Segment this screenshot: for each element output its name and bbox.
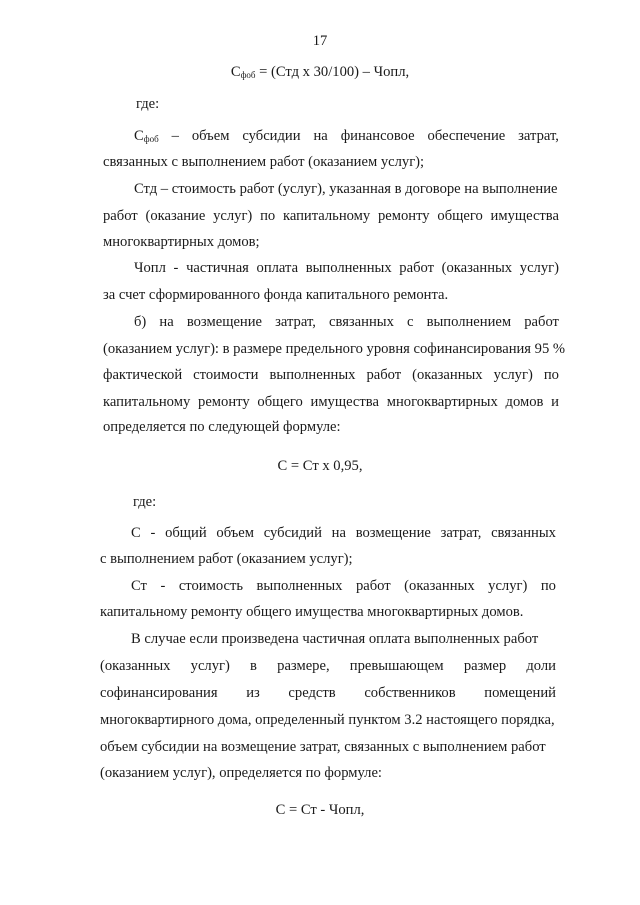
para-b-line-2: (оказанием услуг): в размере предельного уровня софинансирования 95 % (103, 341, 566, 357)
def-c-line-1: С - общий объем субсидий на возмещение затрат, связанных (131, 525, 556, 541)
def-chopl-line-2: за счет сформированного фонда капитального ремонта. (103, 287, 449, 303)
para-case-line-3: софинансирования из средств собственников помещений (100, 685, 556, 701)
def-st-line-2: капитальному ремонту общего имущества многоквартирных домов. (100, 604, 524, 620)
where-label-1: где: (136, 96, 160, 112)
para-case-line-1: В случае если произведена частичная оплата выполненных работ (131, 631, 539, 647)
where-label-2: где: (133, 494, 157, 510)
para-case-line-4: многоквартирного дома, определенный пунктом 3.2 настоящего порядка, (100, 712, 555, 728)
para-b-line-4: капитальному ремонту общего имущества многоквартирных домов и (103, 394, 559, 410)
para-case-line-6: (оказанием услуг), определяется по формуле: (100, 765, 382, 781)
formula-sfob-lhs: С (230, 64, 241, 80)
para-b-line-1: б) на возмещение затрат, связанных с выполнением работ (134, 314, 559, 330)
formula-sfob-rhs: = (Стд х 30/100) – Чопл, (255, 64, 410, 80)
para-b-line-5: определяется по следующей формуле: (103, 419, 341, 435)
para-b-line-3: фактической стоимости выполненных работ (оказанных услуг) по (103, 367, 559, 383)
def-sfob-line-2: связанных с выполнением работ (оказанием услуг); (103, 154, 425, 170)
def-c-line-2: с выполнением работ (оказанием услуг); (100, 551, 353, 567)
def-st-line-1: Ст - стоимость выполненных работ (оказанных услуг) по (131, 578, 556, 594)
formula-sfob-lhs-sub: фоб (240, 70, 256, 80)
def-std-line-2: работ (оказание услуг) по капитальному ремонту общего имущества (103, 208, 559, 224)
def-std-line-1: Стд – стоимость работ (услуг), указанная в договоре на выполнение (134, 181, 558, 197)
def-std-line-3: многоквартирных домов; (103, 234, 260, 250)
def-sfob-symbol: $С_{фоб}$ (134, 128, 159, 144)
def-chopl-line-1: Чопл - частичная оплата выполненных работ (оказанных услуг) (134, 260, 559, 276)
para-case-line-2: (оказанных услуг) в размере, превышающем размер доли (100, 658, 556, 674)
page-number: 17 (312, 33, 328, 49)
formula-c-minus: С = Ст - Чопл, (275, 802, 365, 818)
formula-c: С = Ст х 0,95, (277, 458, 363, 474)
para-case-line-5: объем субсидии на возмещение затрат, связанных с выполнением работ (100, 739, 546, 755)
formula-sfob (0, 63, 640, 84)
def-sfob-line-1: $С_{фоб}$ – объем субсидии на финансовое обеспечение затрат, (134, 127, 559, 148)
